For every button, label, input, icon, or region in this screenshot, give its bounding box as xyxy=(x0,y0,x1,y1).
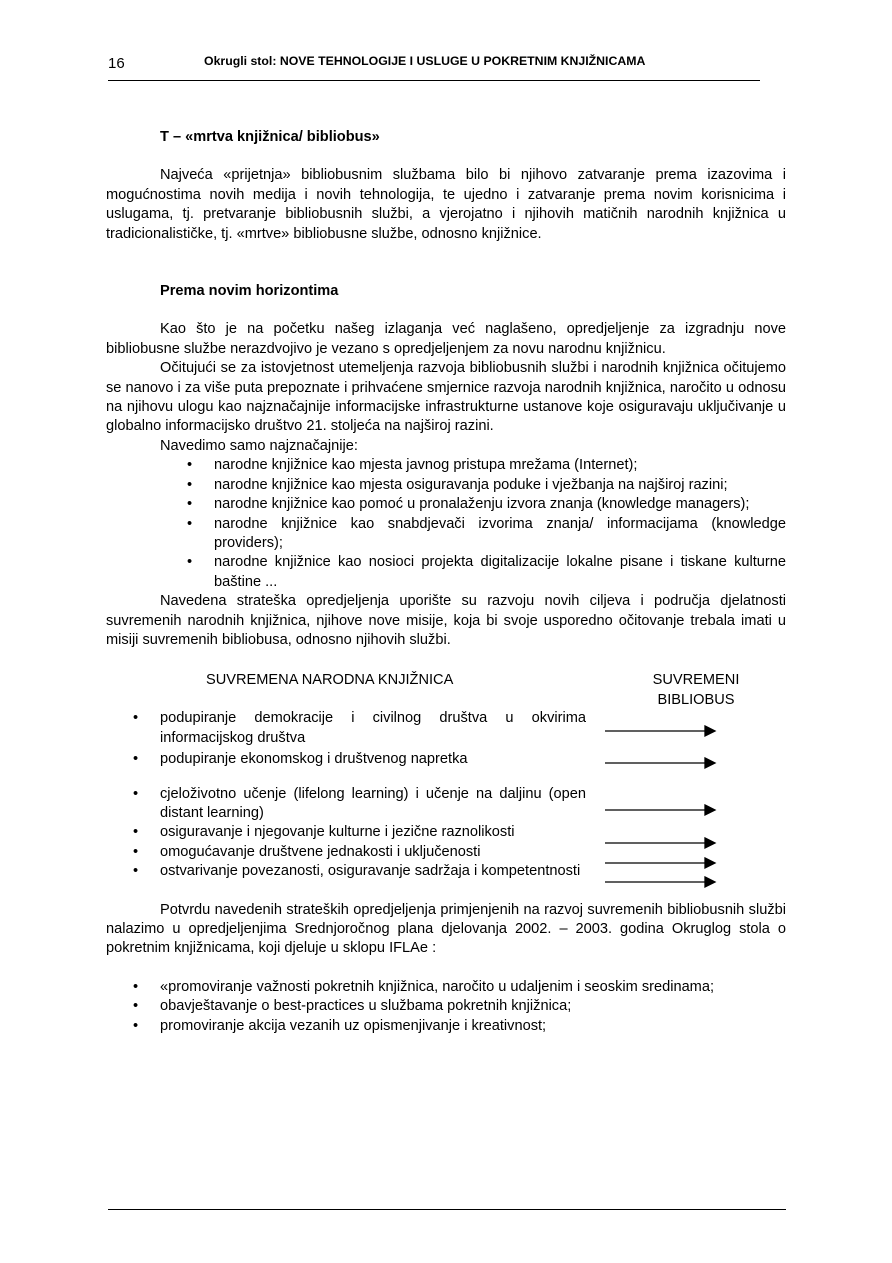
list-item: • narodne knjižnice kao mjesta osiguravanja poduke i vježbanja na najširoj razini; xyxy=(214,476,786,495)
list-item: • «promoviranje važnosti pokretnih knjižnica, naročito u udaljenim i seoskim sredinama; xyxy=(160,978,786,997)
bullet-icon: • xyxy=(133,1017,139,1034)
list-item: • cjeloživotno učenje (lifelong learning) i učenje na daljinu (open distant learning) xyxy=(133,785,586,821)
header-rule xyxy=(108,80,760,81)
bullet-icon: • xyxy=(187,496,193,513)
paragraph: Navedena strateška opredjeljenja uporište su razvoju novih ciljeva i područja djelatnosti suvremenih narodnih knjižnica, njihove nove misije, koja bi svoje usporedno očitovanje trebala imati u misiji suvremenih bibliobusa, odnosno njihovih službi. xyxy=(106,593,786,648)
list-item: • omogućavanje društvene jednakosti i uključenosti xyxy=(106,843,586,862)
list-item: • narodne knjižnice kao pomoć u pronalaženju izvora znanja (knowledge managers); xyxy=(214,495,786,514)
list-item: • obavještavanje o best-practices u službama pokretnih knjižnica; xyxy=(160,997,786,1016)
list-item: • narodne knjižnice kao mjesta javnog pristupa mrežama (Internet); xyxy=(214,456,786,475)
arrow-head-icon xyxy=(705,858,715,868)
running-header: Okrugli stol: NOVE TEHNOLOGIJE I USLUGE U POKRETNIM KNJIŽNICAMA xyxy=(204,54,646,68)
list-item: • osiguravanje i njegovanje kulturne i jezične raznolikosti xyxy=(106,823,586,842)
comparison-left-title: SUVREMENA NARODNA KNJIŽNICA xyxy=(206,672,454,689)
bullet-icon: • xyxy=(187,457,193,474)
arrow-head-icon xyxy=(705,758,715,768)
section-title-mrtva-knjiznica: T – «mrtva knjižnica/ bibliobus» xyxy=(160,129,380,145)
page-body xyxy=(106,128,786,1036)
bullet-icon: • xyxy=(133,785,139,802)
paragraph: Potvrdu navedenih strateških opredjeljenja primjenjenih na razvoj suvremenih bibliobusnih službi nalazimo u opredjeljenjima Srednjoročnog plana djelovanja 2002. – 2003. godina Okruglog stola o pokretnim knjižnicama, koji djeluje u sklopu IFLAe : xyxy=(106,901,786,957)
bullet-icon: • xyxy=(187,515,193,532)
paragraph: Navedimo samo najznačajnije: xyxy=(160,437,358,454)
page-number: 16 xyxy=(108,55,125,72)
arrow-head-icon xyxy=(705,805,715,815)
comparison-diagram xyxy=(106,671,786,881)
list-item: • podupiranje ekonomskog i društvenog napretka xyxy=(106,750,586,769)
arrow-head-icon xyxy=(705,877,715,887)
paragraph: Najveća «prijetnja» bibliobusnim službama bilo bi njihovo zatvaranje prema izazovima i mogućnostima novih medija i novih tehnologija, te ujedno i zatvaranje prema novim korisnicima i uslugama, tj. pretvaranje bibliobusnih službi, a vjerojatno i njihovih matičnih narodnih knjižnica u tradicionalističke, tj. «mrtve» bibliobusne službe, odnosno knjižnice. xyxy=(106,167,786,242)
paragraph: Očitujući se za istovjetnost utemeljenja razvoja bibliobusnih službi i narodnih knjižnica očitujemo se nanovo i za više puta prepoznate i prihvaćene smjernice razvoja narodnih knjižnica, naročito u odnosu na njihovu ulogu kao najznačajnije informacijske infrastrukturne ustanove koje osiguravaju uključivanje u globalno informacijsko društvo 21. stoljeća na najširoj razini. xyxy=(106,360,786,435)
arrow-head-icon xyxy=(705,726,715,736)
bullet-icon: • xyxy=(133,710,139,727)
bullet-list-narodne-knjiznice xyxy=(106,456,786,592)
list-item: • promoviranje akcija vezanih uz opismenjivanje i kreativnost; xyxy=(160,1017,786,1036)
bullet-icon: • xyxy=(133,843,139,860)
list-item: • narodne knjižnice kao nosioci projekta digitalizacije lokalne pisane i tiskane kulturne baštine ... xyxy=(187,554,786,590)
comparison-right-title: SUVREMENI BIBLIOBUS xyxy=(652,672,740,708)
arrows xyxy=(605,709,717,959)
bullet-icon: • xyxy=(133,863,139,880)
bullet-icon: • xyxy=(133,978,139,995)
bullet-icon: • xyxy=(187,554,193,571)
list-item: • podupiranje demokracije i civilnog društva u okvirima informacijskog društva xyxy=(133,710,586,746)
arrow-head-icon xyxy=(705,838,715,848)
bullet-list-iflа-plan xyxy=(106,978,786,1036)
section-title-novi-horizonti: Prema novim horizontima xyxy=(160,283,339,300)
footer-rule xyxy=(108,1209,786,1210)
bullet-icon: • xyxy=(187,476,193,493)
bullet-icon: • xyxy=(133,998,139,1015)
paragraph: Kao što je na početku našeg izlaganja već naglašeno, opredjeljenje za izgradnju nove bibliobusne službe nerazdvojivo je vezano s opredjeljenjem za novu narodnu knjižnicu. xyxy=(106,321,786,357)
bullet-icon: • xyxy=(133,824,139,841)
list-item: • ostvarivanje povezanosti, osiguravanje sadržaja i kompetentnosti xyxy=(106,862,586,881)
bullet-icon: • xyxy=(133,751,139,768)
list-item: • narodne knjižnice kao snabdjevači izvorima znanja/ informacijama (knowledge providers); xyxy=(187,515,786,551)
